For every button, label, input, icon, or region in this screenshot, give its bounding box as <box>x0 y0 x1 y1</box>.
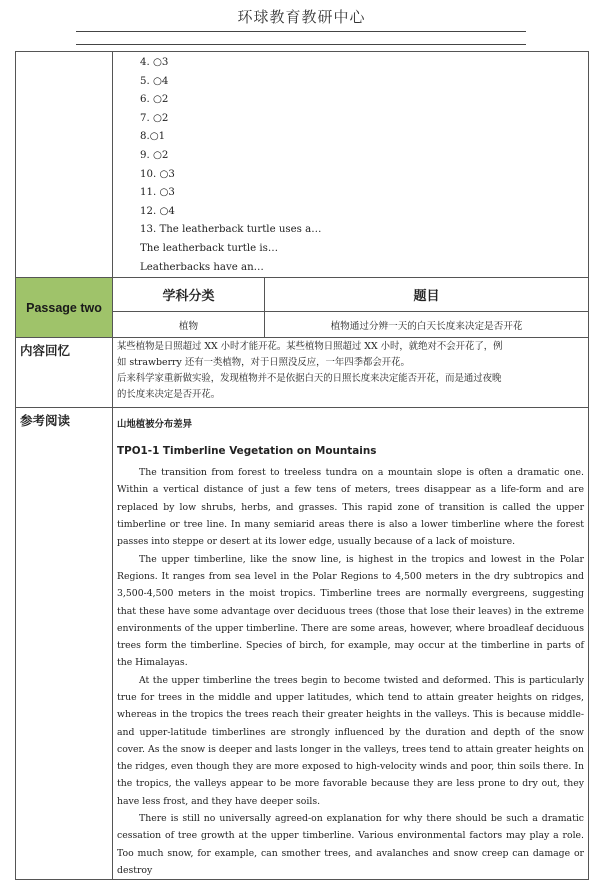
recall-line: 如 strawberry 还有一类植物，对于日照没反应，一年四季都会开花。 <box>117 357 410 369</box>
answer-item: 13. The leatherback turtle uses a… <box>140 224 322 236</box>
reading-content <box>113 408 589 880</box>
answer-item: 10. ○3 <box>140 168 175 180</box>
recall-label: 内容回忆 <box>16 338 113 408</box>
recall-line: 的长度来决定是否开花。 <box>117 389 221 401</box>
header-rule-lower <box>76 44 526 45</box>
passage-paragraph: The upper timberline, like the snow line, is highest in the tropics and lowest in the Polar Regions. It ranges from sea level in the Polar Regions to 4,500 meters in the dry subtropics and 3,500-4,500 meters in the moist tropics. Timberline trees are normally evergreens, suggesting that these have some advantage over deciduous trees (those that lose their leaves) in the extreme environments of the upper timberline. There are some areas, however, where broadleaf deciduous trees form the timberline. Species of birch, for example, may occur at the timberline in parts of the Himalayas. <box>117 553 585 669</box>
reading-title-cn: 山地植被分布差异 <box>117 419 193 431</box>
header-rule <box>76 31 526 32</box>
passage-paragraph: There is still no universally agreed-on explanation for why there should be such a dramatic cessation of tree growth at the upper timberline. Various environmental factors may play a role. Too much snow, for example, can smother trees, and avalanches and snow creep can damage or destroy <box>117 813 585 876</box>
answer-item: The leatherback turtle is… <box>140 242 279 254</box>
recall-line: 某些植物是日照超过 XX 小时才能开花。某些植物日照超过 XX 小时，就绝对不会开花了，例 <box>117 341 503 353</box>
content-table <box>15 51 589 880</box>
answers-label-cell <box>16 52 113 278</box>
recall-line: 后来科学家重新做实验，发现植物并不是依据白天的日照长度来决定能否开花，而是通过夜晚 <box>117 373 502 385</box>
category-header: 学科分类 <box>113 278 265 312</box>
reading-passage <box>117 464 588 879</box>
reading-label: 参考阅读 <box>16 408 113 880</box>
answer-item: 12. ○4 <box>140 205 175 217</box>
reading-title-en: TPO1-1 Timberline Vegetation on Mountains <box>117 445 377 458</box>
passage-paragraph: The transition from forest to treeless tundra on a mountain slope is often a dramatic one. Within a vertical distance of just a few tens of meters, trees disappear as a life-form and are replaced by low shrubs, herbs, and grasses. This rapid zone of transition is called the upper timberline or tree line. In many semiarid areas there is also a lower timberline where the forest passes into steppe or desert at its lower edge, usually because of a lack of moisture. <box>117 467 585 548</box>
answer-item: 11. ○3 <box>140 187 175 199</box>
page-header-title: 环球教育教研中心 <box>237 8 366 26</box>
category-value: 植物 <box>113 312 265 338</box>
answer-item: 4. ○3 <box>140 57 169 68</box>
answer-item: 6. ○2 <box>140 94 169 106</box>
topic-header: 题目 <box>265 278 589 312</box>
answers-cell <box>113 52 589 278</box>
recall-content <box>113 338 589 408</box>
answer-item: 5. ○4 <box>140 75 169 87</box>
answer-item: 7. ○2 <box>140 112 169 124</box>
topic-value: 植物通过分辨一天的白天长度来决定是否开花 <box>265 312 589 338</box>
passage-two-label: Passage two <box>16 278 113 338</box>
passage-paragraph: At the upper timberline the trees begin to become twisted and deformed. This is particularly true for trees in the middle and upper latitudes, which tend to attain greater heights on ridges, whereas in the tropics the trees reach their greater heights in the valleys. This is because middle- and upper-latitude timberlines are strongly influenced by the duration and depth of the snow cover. As the snow is deeper and lasts longer in the valleys, trees tend to attain greater heights on the ridges, even though they are more exposed to high-velocity winds and poor, thin soils there. In the tropics, the valleys appear to be more favorable because they are less prone to dry out, they have less frost, and they have deeper soils. <box>117 674 585 807</box>
answer-item: 9. ○2 <box>140 149 169 161</box>
answer-item: 8.○1 <box>140 131 166 143</box>
answer-item: Leatherbacks have an… <box>140 261 264 273</box>
